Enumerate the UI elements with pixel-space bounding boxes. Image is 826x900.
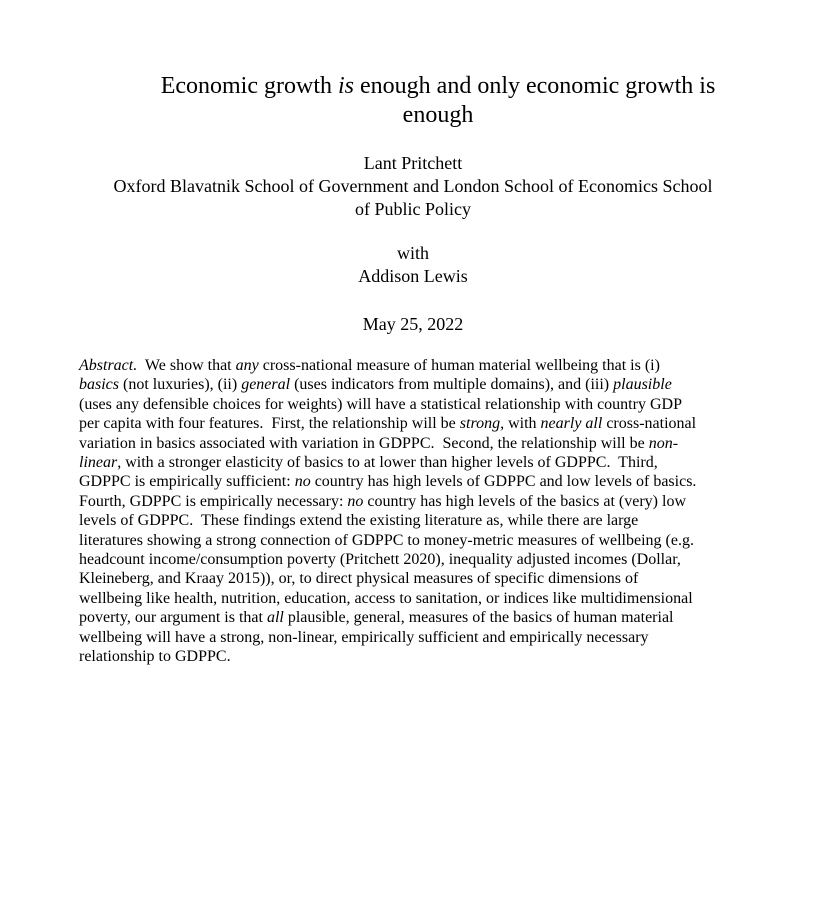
abstract-line <box>79 589 749 608</box>
abstract-text: GDPPC is empirically sufficient: <box>79 473 295 491</box>
abstract-line <box>79 434 749 453</box>
abstract-label: Abstract. <box>79 357 138 374</box>
abstract-line <box>79 375 749 394</box>
title-emphasis: is <box>338 73 355 99</box>
abstract-text: cross-national measure of human material wellbeing that is (i) <box>258 357 660 374</box>
abstract-emphasis: no <box>294 473 311 491</box>
title-line2: enough <box>402 102 474 128</box>
abstract-line <box>79 550 749 569</box>
abstract-text: headcount income/consumption poverty (Pritchett 2020), inequality adjusted incomes (Dollar, <box>79 551 681 569</box>
abstract-text: per capita with four features. First, the relationship will be <box>79 415 460 433</box>
paper-title <box>100 72 776 130</box>
abstract-line <box>79 356 749 375</box>
abstract-text: wellbeing like health, nutrition, education, access to sanitation, or indices like multidimensional <box>79 589 693 607</box>
abstract-text: plausible, general, measures of the basics of human material <box>283 609 674 627</box>
abstract-emphasis: all <box>266 609 284 627</box>
abstract-text: country has high levels of the basics at (very) low <box>363 492 686 510</box>
abstract-line <box>79 414 749 433</box>
abstract-emphasis: plausible <box>613 376 672 394</box>
abstract-text: levels of GDPPC. These findings extend the existing literature as, while there are large <box>79 512 639 530</box>
abstract-line <box>79 628 749 647</box>
abstract-emphasis: linear <box>79 454 118 472</box>
abstract-text: variation in basics associated with variation in GDPPC. Second, the relationship will be <box>79 434 649 452</box>
abstract-emphasis: strong <box>459 415 501 433</box>
abstract-line <box>79 647 749 666</box>
abstract-line <box>79 395 749 414</box>
abstract-emphasis: general <box>241 376 291 394</box>
abstract-emphasis: nearly all <box>540 415 603 433</box>
with-label: with <box>396 243 429 263</box>
abstract-emphasis: no <box>347 492 364 510</box>
abstract-text: cross-national <box>602 415 697 433</box>
abstract-text: (not luxuries), (ii) <box>119 376 242 394</box>
author-affiliation-line2: of Public Policy <box>355 199 471 219</box>
coauthor-block <box>60 242 766 288</box>
coauthor-name: Addison Lewis <box>358 266 468 286</box>
abstract-text: Kleineberg, and Kraay 2015)), or, to direct physical measures of specific dimensions of <box>79 570 639 588</box>
abstract-text: literatures showing a strong connection of GDPPC to money-metric measures of wellbeing (e.g. <box>79 531 694 549</box>
abstract-line <box>79 608 749 627</box>
abstract-text: wellbeing will have a strong, non-linear, empirically sufficient and empirically necessary <box>79 628 649 646</box>
abstract-text: (uses indicators from multiple domains), and (iii) <box>290 376 614 394</box>
abstract-line <box>79 531 749 550</box>
abstract-text: relationship to GDPPC. <box>79 648 231 666</box>
paper-date: May 25, 2022 <box>362 314 464 334</box>
abstract-line <box>79 511 749 530</box>
abstract-emphasis: non- <box>648 434 679 452</box>
abstract-line <box>79 569 749 588</box>
abstract-text: , with a stronger elasticity of basics to at lower than higher levels of GDPPC. Third, <box>117 454 658 472</box>
abstract-text: , with <box>500 415 541 433</box>
abstract-paragraph <box>79 356 749 667</box>
abstract-line <box>79 492 749 511</box>
title-part1: Economic growth <box>160 73 338 99</box>
author-block <box>60 152 766 221</box>
abstract-text: country has high levels of GDPPC and low levels of basics. <box>310 473 697 491</box>
author-affiliation-line1: Oxford Blavatnik School of Government and London School of Economics School <box>113 176 713 196</box>
abstract-line <box>79 472 749 491</box>
abstract-emphasis: basics <box>79 376 119 394</box>
author-name: Lant Pritchett <box>363 153 463 173</box>
abstract-line <box>79 453 749 472</box>
title-part2: enough and only economic growth is <box>354 73 716 99</box>
abstract-text: Fourth, GDPPC is empirically necessary: <box>79 492 348 510</box>
abstract-text: (uses any defensible choices for weights) will have a statistical relationship with country GDP <box>79 395 682 413</box>
abstract-emphasis: any <box>235 357 259 374</box>
abstract-text: poverty, our argument is that <box>79 609 267 627</box>
abstract-text: We show that <box>137 357 236 374</box>
